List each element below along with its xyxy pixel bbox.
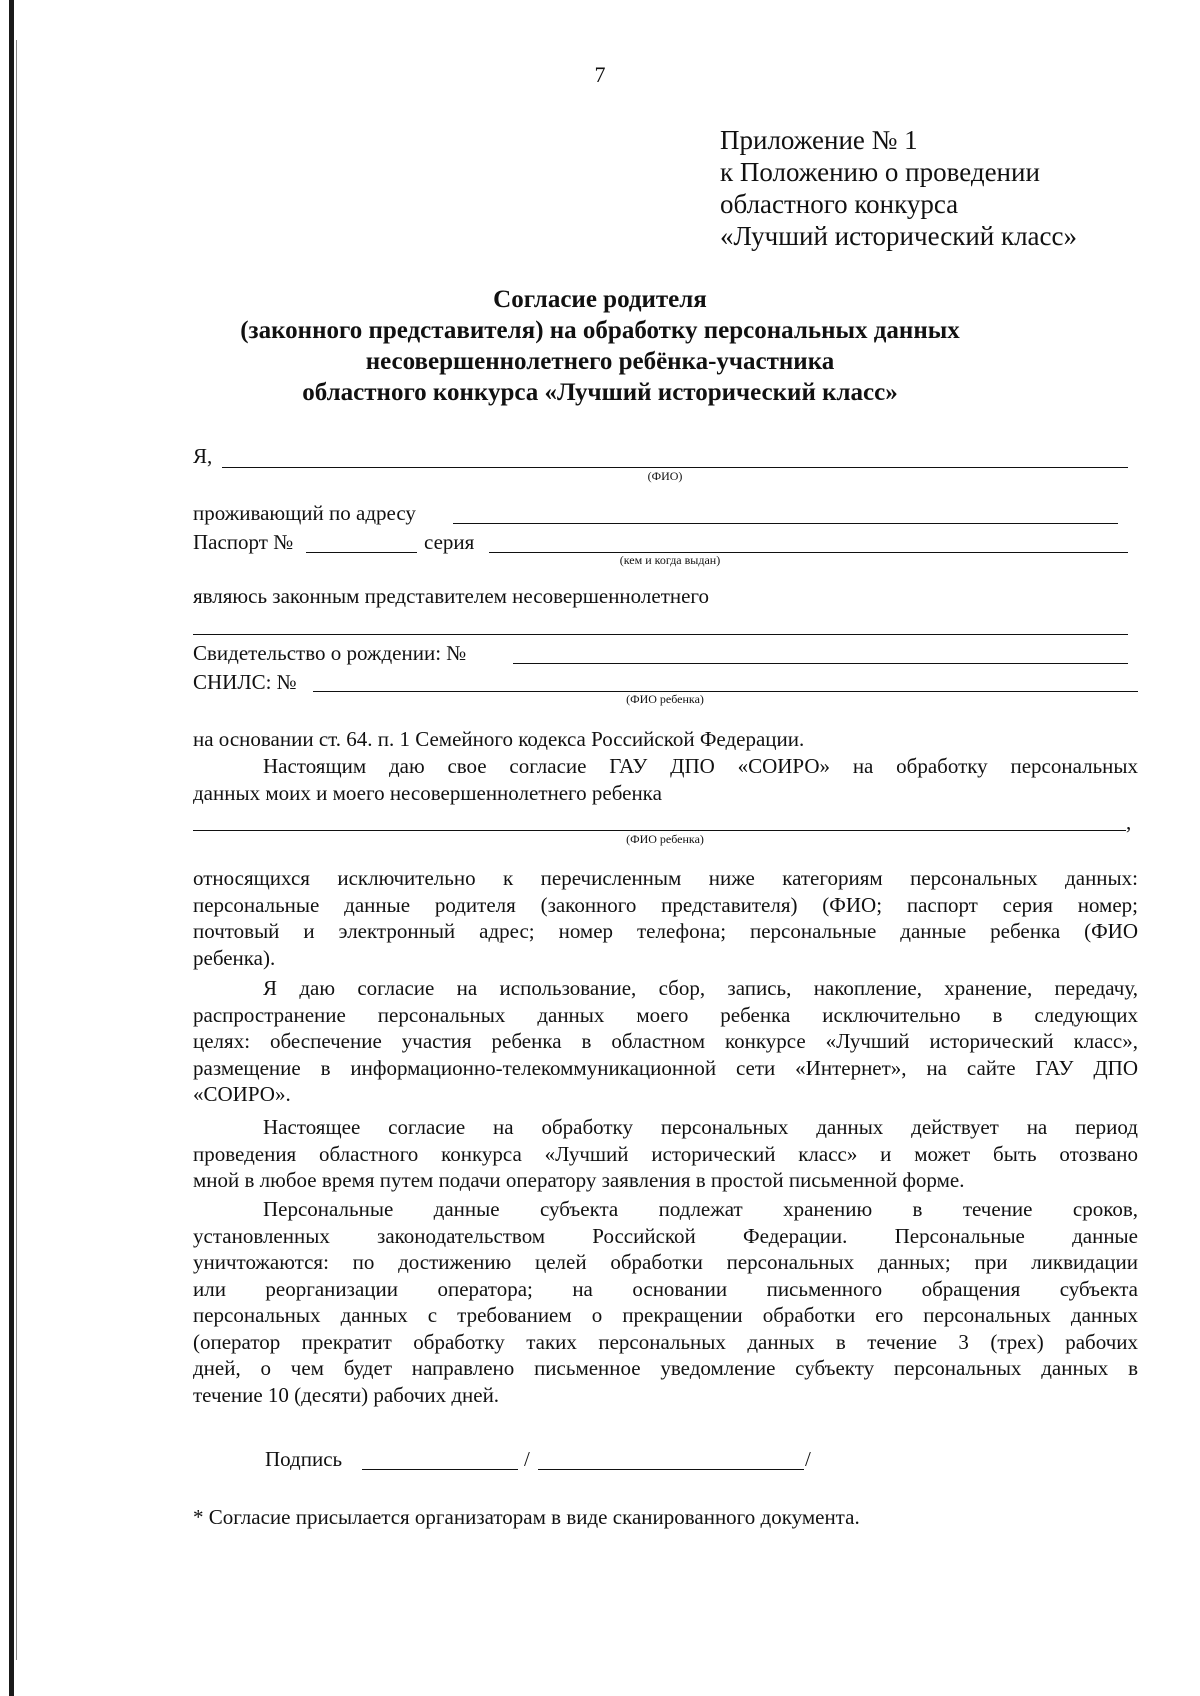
page-number: 7 xyxy=(594,62,606,87)
storage-line-3: уничтожаются: по достижению целей обработки персональных данных; при ликвидации xyxy=(193,1250,1138,1274)
birth-cert-label: Свидетельство о рождении: № xyxy=(193,641,467,665)
child-fio-field[interactable] xyxy=(193,830,1126,831)
storage-line-1: Персональные данные субъекта подлежат хранению в течение сроков, xyxy=(263,1197,1138,1221)
signature-slash-2: / xyxy=(805,1447,811,1471)
appendix-line-4: «Лучший исторический класс» xyxy=(720,221,1078,251)
storage-line-4: или реорганизации оператора; на основании письменного обращения субъекта xyxy=(193,1276,1138,1301)
birth-cert-field[interactable] xyxy=(513,663,1128,664)
purpose-line-5: «СОИРО». xyxy=(193,1082,291,1106)
consent-line-2: данных моих и моего несовершеннолетнего ребенка xyxy=(193,780,662,805)
comma: , xyxy=(1126,810,1132,834)
purpose-line-2: распространение персональных данных моего ребенка исключительно в следующих xyxy=(193,1002,1138,1027)
document-title xyxy=(0,284,1200,408)
passport-number-field[interactable] xyxy=(306,552,417,553)
consent-line-1: Настоящим даю свое согласие ГАУ ДПО «СОИРО» на обработку персональных xyxy=(263,754,1138,778)
period-paragraph xyxy=(193,1114,1138,1194)
series-label: серия xyxy=(424,530,475,554)
fio-caption: (ФИО) xyxy=(647,469,683,483)
title-line-1: Согласие родителя xyxy=(493,286,707,313)
appendix-line-2: к Положению о проведении xyxy=(720,157,1040,187)
title-line-3: несовершеннолетнего ребёнка-участника xyxy=(365,348,835,375)
scan-edge-line xyxy=(16,40,17,1660)
storage-paragraph xyxy=(193,1196,1138,1408)
purpose-line-3: целях: обеспечение участия ребенка в областном конкурсе «Лучший исторический класс», xyxy=(193,1029,1138,1053)
categories-line-2: персональные данные родителя (законного представителя) (ФИО; паспорт серия номер; xyxy=(193,892,1138,917)
period-line-2: проведения областного конкурса «Лучший исторический класс» и может быть отозвано xyxy=(193,1141,1138,1166)
categories-line-1: относящихся исключительно к перечисленным ниже категориям персональных данных: xyxy=(193,866,1138,890)
appendix-line-1: Приложение № 1 xyxy=(720,125,918,155)
categories-line-3: почтовый и электронный адрес; номер телефона; персональные данные ребенка (ФИО xyxy=(193,919,1138,943)
snils-label: СНИЛС: № xyxy=(193,670,297,694)
storage-line-8: течение 10 (десяти) рабочих дней. xyxy=(193,1382,500,1407)
purpose-line-4: размещение в информационно-телекоммуникационной сети «Интернет», на сайте ГАУ ДПО xyxy=(193,1055,1138,1080)
storage-line-5: персональных данных с требованием о прекращении обработки его персональных данных xyxy=(193,1303,1138,1327)
signature-field[interactable] xyxy=(362,1469,518,1470)
purpose-paragraph xyxy=(193,975,1138,1108)
scan-edge-shadow xyxy=(9,0,14,1696)
purpose-line-1: Я даю согласие на использование, сбор, запись, накопление, хранение, передачу, xyxy=(263,976,1138,1000)
child-fio-caption-1: (ФИО ребенка) xyxy=(626,692,704,706)
footnote: * Согласие присылается организаторам в виде сканированного документа. xyxy=(193,1505,860,1529)
address-field[interactable] xyxy=(453,523,1118,524)
passport-label: Паспорт № xyxy=(193,530,294,554)
issued-caption: (кем и когда выдан) xyxy=(619,553,721,567)
storage-line-6: (оператор прекратит обработку таких персональных данных в течение 3 (трех) рабочих xyxy=(193,1329,1138,1354)
period-line-3: мной в любое время путем подачи оператору заявления в простой письменной форме. xyxy=(193,1168,965,1192)
passport-series-field[interactable] xyxy=(489,552,1128,553)
fio-field[interactable] xyxy=(222,467,1128,468)
i-label: Я, xyxy=(193,444,213,468)
appendix-line-3: областного конкурса xyxy=(720,189,959,219)
consent-paragraph xyxy=(193,753,1138,806)
child-name-field[interactable] xyxy=(193,634,1128,635)
categories-paragraph xyxy=(193,865,1138,971)
child-fio-caption-2: (ФИО ребенка) xyxy=(626,832,704,846)
period-line-1: Настоящее согласие на обработку персональных данных действует на период xyxy=(263,1115,1138,1139)
basis-text: на основании ст. 64. п. 1 Семейного кодекса Российской Федерации. xyxy=(193,727,805,751)
signature-slash-1: / xyxy=(524,1447,530,1471)
appendix-header xyxy=(720,124,1077,252)
signature-label: Подпись xyxy=(265,1447,343,1471)
storage-line-2: установленных законодательством Российской Федерации. Персональные данные xyxy=(193,1223,1138,1248)
representative-label: являюсь законным представителем несовершеннолетнего xyxy=(193,584,710,608)
categories-line-4: ребенка). xyxy=(193,945,276,970)
title-line-2: (законного представителя) на обработку персональных данных xyxy=(240,317,960,344)
address-label: проживающий по адресу xyxy=(193,501,416,525)
title-line-4: областного конкурса «Лучший исторический класс» xyxy=(302,379,898,406)
signature-name-field[interactable] xyxy=(538,1469,804,1470)
storage-line-7: дней, о чем будет направлено письменное уведомление субъекту персональных данных в xyxy=(193,1356,1138,1380)
